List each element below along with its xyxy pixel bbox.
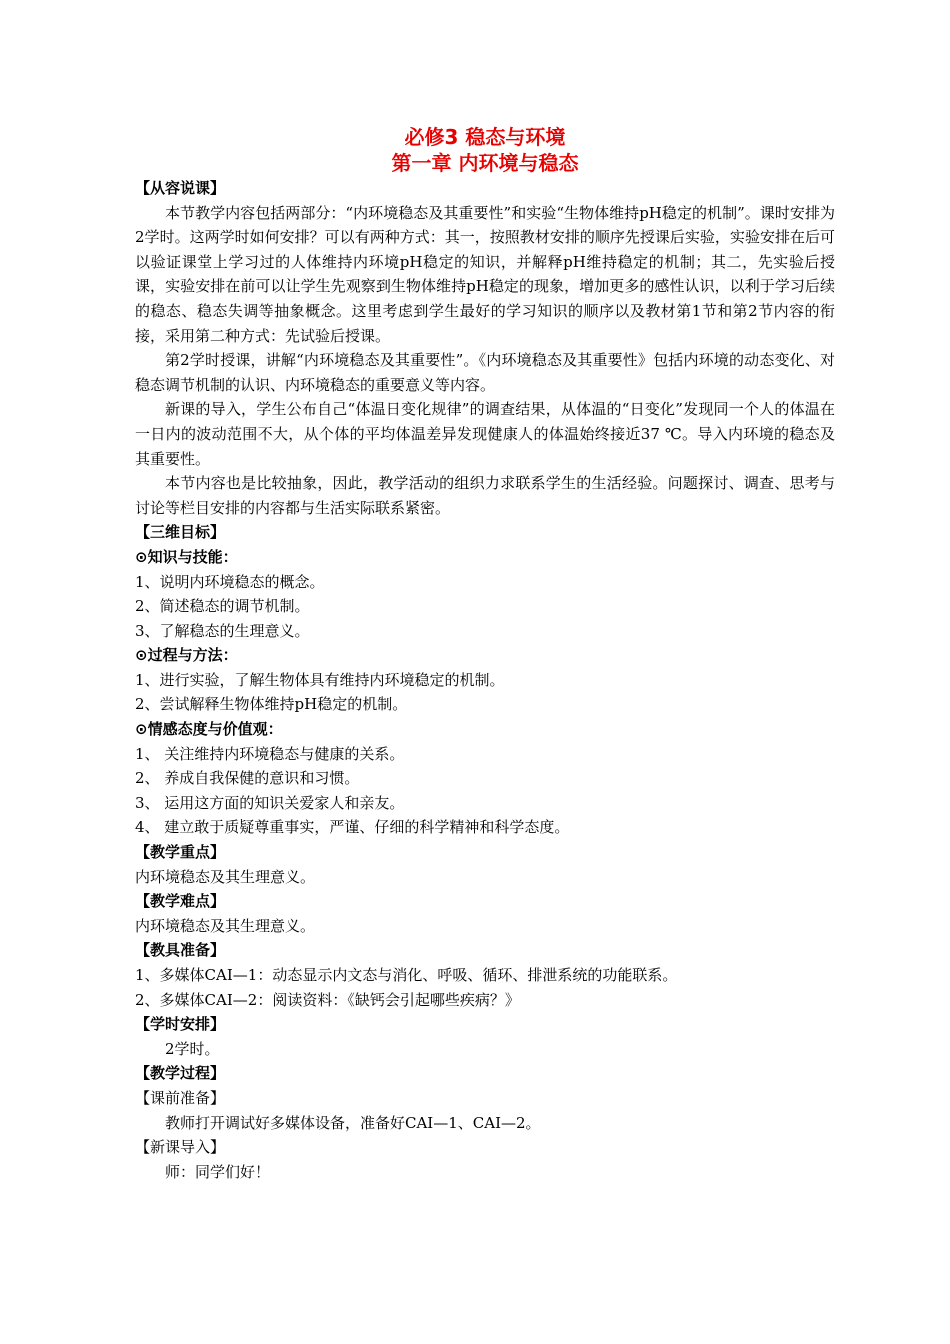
list-item: 3、 运用这方面的知识关爱家人和亲友。	[135, 793, 405, 812]
xkdr-text: 师：同学们好！	[165, 1162, 271, 1181]
xueshi-text: 2学时。	[165, 1039, 220, 1058]
section-heading-guocheng: 【教学过程】	[135, 1064, 226, 1083]
list-item: 3、了解稳态的生理意义。	[135, 621, 310, 640]
list-item: 2、尝试解释生物体维持pH稳定的机制。	[135, 695, 408, 714]
section-heading-xkdr: 【新课导入】	[135, 1138, 226, 1157]
section-heading-congrong: 【从容说课】	[135, 179, 226, 197]
subheading-emotion: ⊙情感态度与价值观：	[135, 720, 283, 739]
section-heading-sanwei: 【三维目标】	[135, 523, 226, 542]
section-heading-xueshi: 【学时安排】	[135, 1015, 226, 1034]
doc-title-chapter: 第一章 内环境与稳态	[391, 151, 579, 175]
list-item: 2、简述稳态的调节机制。	[135, 597, 310, 616]
list-item: 1、多媒体CAI—1：动态显示内文态与消化、呼吸、循环、排泄系统的功能联系。	[135, 966, 678, 984]
paragraph-2: 第2学时授课，讲解“内环境稳态及其重要性”。《内环境稳态及其重要性》包括内环境的动态变化、对稳态调节机制的认识、内环境稳态的重要意义等内容。	[135, 351, 835, 394]
list-item: 1、 关注维持内环境稳态与健康的关系。	[135, 744, 405, 763]
kqzb-text: 教师打开调试好多媒体设备，准备好CAI—1、CAI—2。	[165, 1113, 541, 1132]
paragraph-3: 新课的导入，学生公布自己“体温日变化规律”的调查结果，从体温的“日变化”发现同一个人的体温在一日内的波动范围不大，从个体的平均体温差异发现健康人的体温始终接近37 ℃。导入内环境的稳态及其重要性。	[135, 400, 835, 468]
section-heading-kqzb: 【课前准备】	[135, 1088, 226, 1107]
document-page	[135, 124, 835, 1184]
section-heading-jiaoju: 【教具准备】	[135, 941, 226, 960]
subheading-knowledge: ⊙知识与技能：	[135, 547, 238, 566]
nandian-text: 内环境稳态及其生理意义。	[135, 916, 316, 935]
list-item: 2、 养成自我保健的意识和习惯。	[135, 769, 360, 788]
list-item: 1、进行实验，了解生物体具有维持内环境稳定的机制。	[135, 670, 505, 689]
list-item: 1、说明内环境稳态的概念。	[135, 572, 325, 591]
paragraph-1: 本节教学内容包括两部分：“内环境稳态及其重要性”和实验“生物体维持pH稳定的机制”。课时安排为2学时。这两学时如何安排？可以有两种方式：其一，按照教材安排的顺序先授课后实验，实验安排在后可以验证课堂上学习过的人体维持内环境pH稳定的知识，并解释pH维持稳定的机制；其二，先实验后授课，实验安排在前可以让学生先观察到生物体维持pH稳定的现象，增加更多的感性认识，以利于学习后续的稳态、稳态失调等抽象概念。这里考虑到学生最好的学习知识的顺序以及教材第1节和第2节内容的衔接，采用第二种方式：先试验后授课。	[135, 203, 835, 345]
section-heading-nandian: 【教学难点】	[135, 892, 226, 911]
subheading-process: ⊙过程与方法：	[135, 646, 238, 665]
doc-body	[135, 176, 835, 1184]
paragraph-4: 本节内容也是比较抽象，因此，教学活动的组织力求联系学生的生活经验。问题探讨、调查、思考与讨论等栏目安排的内容都与生活实际联系紧密。	[135, 474, 835, 517]
doc-title-main: 必修3 稳态与环境	[404, 125, 566, 149]
list-item: 4、 建立敢于质疑尊重事实，严谨、仔细的科学精神和科学态度。	[135, 818, 570, 837]
section-heading-zhongdian: 【教学重点】	[135, 843, 226, 862]
zhongdian-text: 内环境稳态及其生理意义。	[135, 867, 316, 886]
list-item: 2、多媒体CAI—2：阅读资料：《缺钙会引起哪些疾病？》	[135, 990, 520, 1009]
